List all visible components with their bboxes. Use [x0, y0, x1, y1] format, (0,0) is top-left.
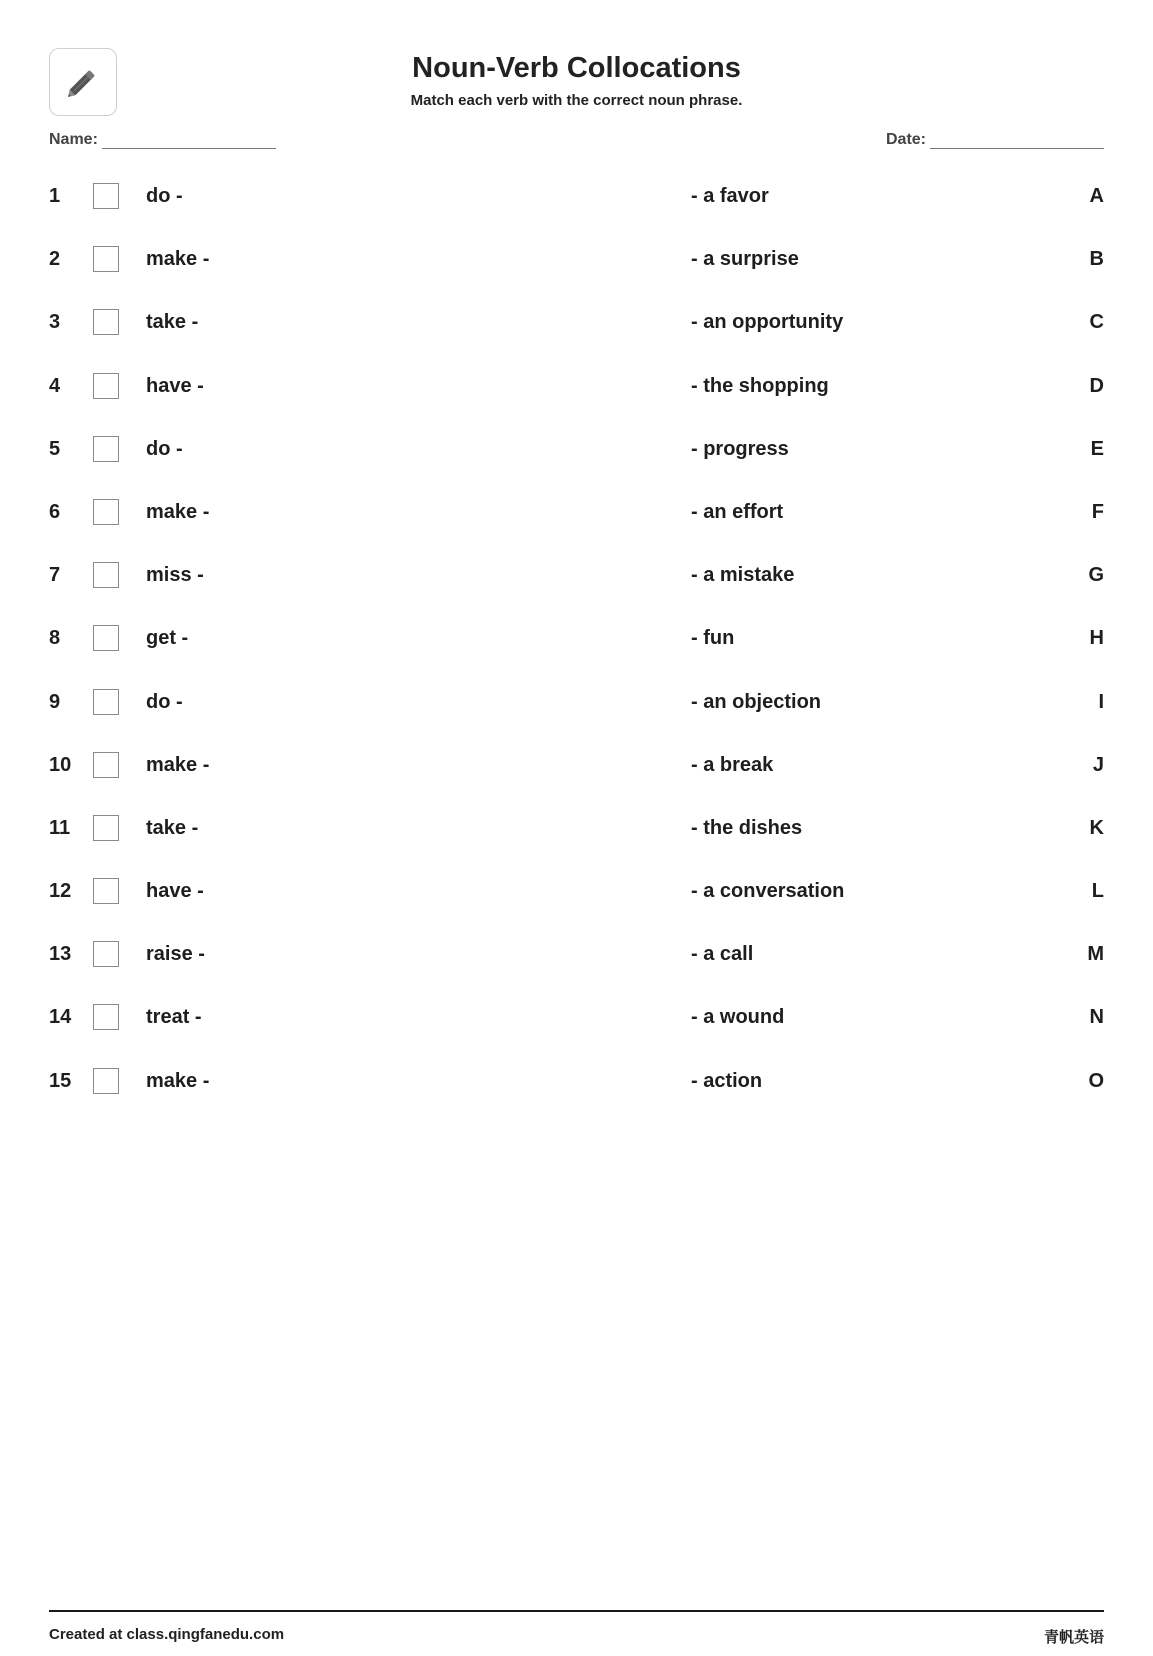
item-number: 6 — [49, 500, 61, 523]
item-phrase: - an objection — [691, 690, 821, 713]
item-verb: miss - — [146, 564, 204, 587]
item-letter: O — [1088, 1069, 1104, 1092]
item-phrase: - a conversation — [691, 880, 845, 903]
item-number: 7 — [49, 564, 61, 587]
item-number: 13 — [49, 943, 72, 966]
item-number: 9 — [49, 690, 61, 713]
item-number: 8 — [49, 627, 61, 650]
list-item — [49, 228, 1104, 291]
item-letter: B — [1089, 248, 1104, 271]
list-item — [49, 671, 1104, 734]
list-item — [49, 165, 1104, 228]
item-letter: J — [1092, 753, 1104, 776]
footer-brand: 青帆英语 — [1043, 1628, 1104, 1646]
collocation-list — [49, 165, 1104, 1113]
list-item — [49, 418, 1104, 481]
list-item — [49, 986, 1104, 1049]
item-number: 11 — [49, 816, 71, 839]
answer-box[interactable] — [93, 815, 119, 841]
item-phrase: - a mistake — [691, 564, 795, 587]
item-phrase: - progress — [691, 437, 789, 460]
item-number: 4 — [49, 374, 61, 397]
item-verb: get - — [146, 627, 189, 650]
answer-box[interactable] — [93, 878, 119, 904]
answer-box[interactable] — [93, 562, 119, 588]
item-number: 3 — [49, 311, 61, 334]
item-letter: H — [1089, 627, 1104, 650]
name-label: Name: — [49, 131, 98, 148]
answer-box[interactable] — [93, 246, 119, 272]
item-phrase: - the shopping — [691, 374, 829, 397]
answer-box[interactable] — [93, 625, 119, 651]
item-letter: M — [1087, 943, 1104, 966]
answer-box[interactable] — [93, 373, 119, 399]
item-number: 5 — [49, 437, 61, 460]
page-subtitle: Match each verb with the correct noun phrase. — [410, 92, 743, 109]
item-verb: take - — [146, 816, 199, 839]
item-number: 12 — [49, 880, 72, 903]
item-phrase: - action — [691, 1069, 763, 1092]
footer-credit: Created at class.qingfanedu.com — [49, 1626, 285, 1643]
item-phrase: - an opportunity — [691, 311, 844, 334]
item-number: 1 — [49, 185, 61, 207]
item-verb: have - — [146, 880, 204, 903]
date-blank-line[interactable] — [930, 134, 1104, 149]
item-verb: make - — [146, 248, 210, 271]
item-letter: C — [1089, 311, 1104, 334]
item-phrase: - a break — [691, 753, 774, 776]
date-field — [886, 131, 1104, 149]
list-item — [49, 1050, 1104, 1113]
list-item — [49, 291, 1104, 354]
answer-box[interactable] — [93, 689, 119, 715]
item-phrase: - a call — [691, 943, 754, 966]
name-field — [49, 131, 276, 149]
item-phrase: - a favor — [691, 185, 769, 207]
item-verb: treat - — [146, 1006, 202, 1029]
list-item — [49, 734, 1104, 797]
item-phrase: - a wound — [691, 1006, 785, 1029]
item-verb: make - — [146, 1069, 210, 1092]
list-item — [49, 544, 1104, 607]
item-number: 2 — [49, 248, 61, 271]
date-label: Date: — [885, 131, 926, 148]
answer-box[interactable] — [93, 941, 119, 967]
item-letter: F — [1091, 500, 1104, 523]
item-verb: have - — [146, 374, 204, 397]
page-title: Noun-Verb Collocations — [412, 52, 741, 84]
item-verb: do - — [146, 185, 183, 207]
item-phrase: - the dishes — [691, 816, 803, 839]
answer-box[interactable] — [93, 1004, 119, 1030]
answer-box[interactable] — [93, 752, 119, 778]
item-number: 14 — [49, 1006, 72, 1029]
item-letter: N — [1089, 1006, 1104, 1029]
answer-box[interactable] — [93, 436, 119, 462]
item-letter: I — [1098, 690, 1104, 713]
item-letter: G — [1088, 564, 1104, 587]
item-verb: take - — [146, 311, 199, 334]
list-item — [49, 860, 1104, 923]
name-blank-line[interactable] — [102, 134, 276, 149]
answer-box[interactable] — [93, 1068, 119, 1094]
item-verb: do - — [146, 437, 183, 460]
item-verb: make - — [146, 753, 210, 776]
item-phrase: - a surprise — [691, 248, 799, 271]
item-number: 15 — [49, 1069, 72, 1092]
list-item — [49, 797, 1104, 860]
list-item — [49, 481, 1104, 544]
item-phrase: - fun — [691, 627, 735, 650]
item-verb: raise - — [146, 943, 205, 966]
item-phrase: - an effort — [691, 500, 784, 523]
item-letter: K — [1089, 816, 1104, 839]
item-verb: make - — [146, 500, 210, 523]
item-letter: E — [1090, 437, 1104, 460]
answer-box[interactable] — [93, 499, 119, 525]
item-verb: do - — [146, 690, 183, 713]
item-letter: D — [1089, 374, 1104, 397]
list-item — [49, 923, 1104, 986]
item-letter: A — [1089, 185, 1104, 207]
item-letter: L — [1091, 880, 1104, 903]
list-item — [49, 355, 1104, 418]
answer-box[interactable] — [93, 309, 119, 335]
answer-box[interactable] — [93, 183, 119, 209]
list-item — [49, 607, 1104, 670]
footer-divider — [49, 1610, 1104, 1612]
item-number: 10 — [49, 753, 72, 776]
